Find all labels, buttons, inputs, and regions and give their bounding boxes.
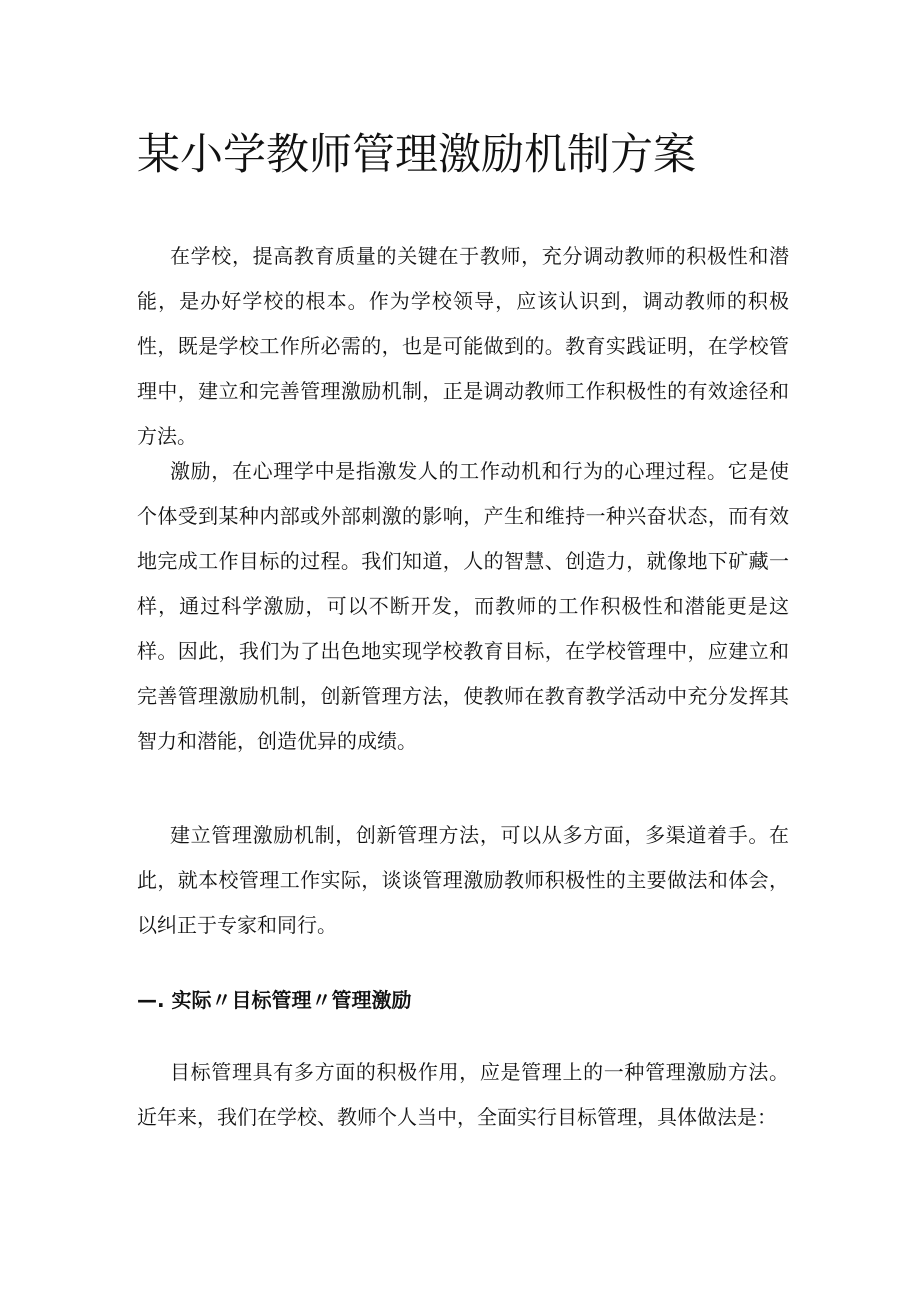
paragraph-goal-management: 目标管理具有多方面的积极作用，应是管理上的一种管理激励方法。近年来，我们在学校、教师个人当中，全面实行目标管理，具体做法是： (137, 1060, 789, 1129)
paragraph-motivation-definition: 激励，在心理学中是指激发人的工作动机和行为的心理过程。它是使个体受到某种内部或外部刺激的影响，产生和维持一种兴奋状态，而有效地完成工作目标的过程。我们知道，人的智慧、创造力，就像地下矿藏一样，通过科学激励，可以不断开发，而教师的工作积极性和潜能更是这样。因此，我们为了出色地实现学校教育目标，在学校管理中，应建立和完善管理激励机制，创新管理方法，使教师在教育教学活动中充分发挥其智力和潜能，创造优异的成绩。 (137, 459, 789, 753)
section-heading-goal-management: —. 实际〃目标管理〃管理激励 (137, 988, 412, 1012)
paragraph-intro: 在学校，提高教育质量的关键在于教师，充分调动教师的积极性和潜能，是办好学校的根本。作为学校领导，应该认识到，调动教师的积极性，既是学校工作所必需的，也是可能做到的。教育实践证明，在学校管理中，建立和完善管理激励机制，正是调动教师工作积极性的有效途径和方法。 (137, 244, 789, 448)
page-title: 某小学教师管理激励机制方案 (137, 130, 696, 180)
paragraph-approach: 建立管理激励机制，创新管理方法，可以从多方面，多渠道着手。在此，就本校管理工作实际，谈谈管理激励教师积极性的主要做法和体会，以纠正于专家和同行。 (137, 823, 789, 937)
